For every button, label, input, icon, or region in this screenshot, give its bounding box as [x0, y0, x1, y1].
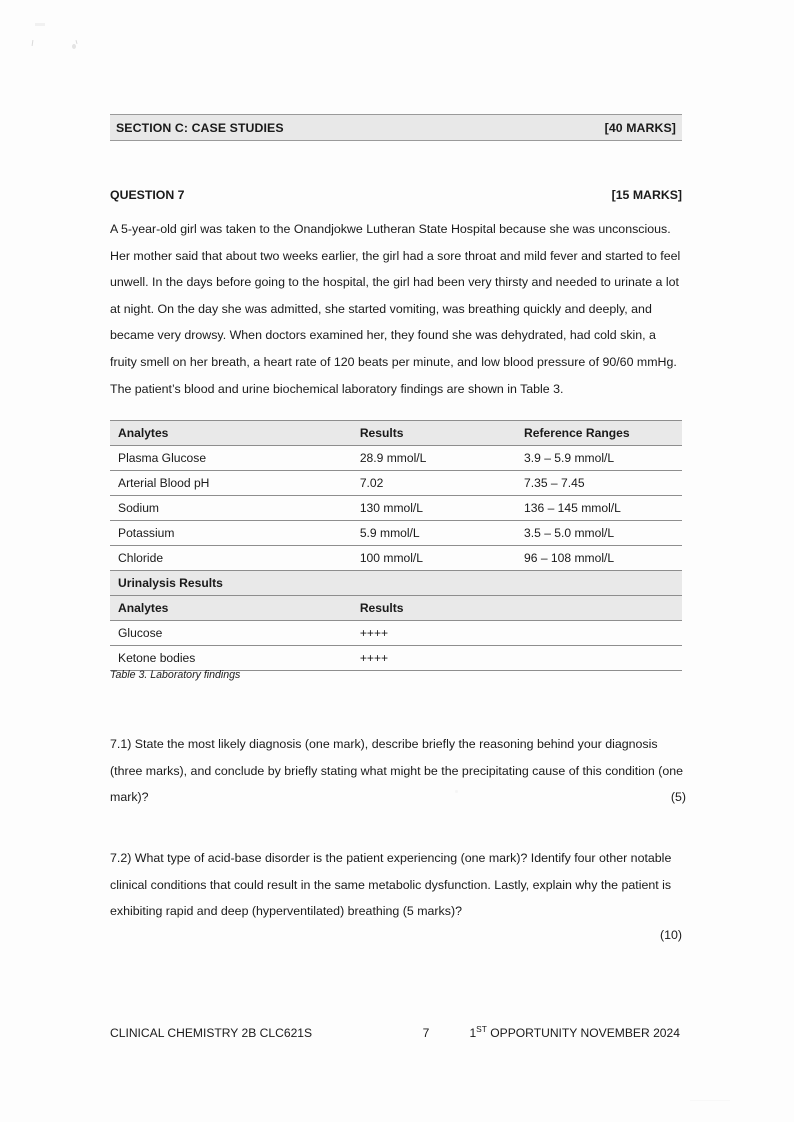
urinalysis-header-results: Results [352, 596, 516, 621]
scan-speckle-icon [35, 23, 45, 26]
cell-result: 100 mmol/L [352, 546, 516, 571]
page-footer [110, 1024, 682, 1040]
scan-artifact [690, 1100, 730, 1101]
table-header-row [110, 421, 682, 446]
urinalysis-header-row [110, 596, 682, 621]
section-title: SECTION C: CASE STUDIES [116, 120, 284, 135]
cell-result: ++++ [352, 621, 516, 646]
question-label: QUESTION 7 [110, 188, 185, 202]
table-header-results: Results [352, 421, 516, 446]
urinalysis-title-spacer [352, 571, 516, 596]
cell-result: ++++ [352, 646, 516, 671]
cell-reference: 3.9 – 5.9 mmol/L [516, 446, 682, 471]
question-7-1-text: 7.1) State the most likely diagnosis (one mark), describe briefly the reasoning behind your diagnosis (three marks), and conclude by briefly stating what might be the precipitating cause of this condition (one mark)? [110, 737, 684, 805]
question-header [110, 188, 682, 202]
cell-analyte: Arterial Blood pH [110, 471, 352, 496]
cell-result: 5.9 mmol/L [352, 521, 516, 546]
laboratory-findings-table [110, 420, 682, 671]
table-row [110, 621, 682, 646]
table-header-analytes: Analytes [110, 421, 352, 446]
footer-page-number: 7 [422, 1026, 430, 1041]
cell-reference: 96 – 108 mmol/L [516, 546, 682, 571]
question-7-2-text: 7.2) What type of acid-base disorder is the patient experiencing (one mark)? Identify four other notable clinical conditions that could result in the same metabolic dysfunction. Lastly, explain why the patient is exhibiting rapid and deep (hyperventilated) breathing (5 marks)? [110, 851, 672, 919]
footer-course-code: CLINICAL CHEMISTRY 2B CLC621S [110, 1026, 313, 1041]
question-7-1 [110, 731, 686, 811]
cell-reference: 136 – 145 mmol/L [516, 496, 682, 521]
table-caption: Table 3. Laboratory findings [110, 669, 241, 681]
scan-speckle-icon [72, 44, 76, 49]
table-row [110, 521, 682, 546]
urinalysis-title-spacer [516, 571, 682, 596]
cell-reference: 7.35 – 7.45 [516, 471, 682, 496]
scan-speckle-icon [75, 40, 77, 44]
footer-opportunity-text: OPPORTUNITY NOVEMBER 2024 [486, 1026, 680, 1041]
table-header-reference-ranges: Reference Ranges [516, 421, 682, 446]
table-row [110, 471, 682, 496]
cell-analyte: Potassium [110, 521, 352, 546]
footer-opportunity-ordinal: 1 [469, 1026, 477, 1041]
urinalysis-title: Urinalysis Results [110, 571, 352, 596]
cell-empty [516, 646, 682, 671]
urinalysis-header-empty [516, 596, 682, 621]
section-marks: [40 MARKS] [604, 120, 676, 135]
cell-analyte: Glucose [110, 621, 352, 646]
cell-reference: 3.5 – 5.0 mmol/L [516, 521, 682, 546]
footer-opportunity-suffix: ST [476, 1024, 487, 1034]
table-row [110, 546, 682, 571]
question-7-2 [110, 845, 686, 925]
urinalysis-header-analytes: Analytes [110, 596, 352, 621]
case-study-text: A 5-year-old girl was taken to the Onandjokwe Lutheran State Hospital because she was unconscious. Her mother said that about two weeks earlier, the girl had a sore throat and mild fever and started to feel unwell. In the days before going to the hospital, the girl had been very thirsty and needed to urinate a lot at night. On the day she was admitted, she started vomiting, was breathing quickly and deeply, and became very drowsy. When doctors examined her, they found she was dehydrated, had cold skin, a fruity smell on her breath, a heart rate of 120 beats per minute, and low blood pressure of 90/60 mmHg. The patient’s blood and urine biochemical laboratory findings are shown in Table 3. [110, 222, 681, 396]
footer-opportunity [456, 1024, 682, 1040]
table-row [110, 496, 682, 521]
section-header-bar [110, 114, 682, 141]
cell-analyte: Chloride [110, 546, 352, 571]
scan-speckle-icon [32, 40, 34, 46]
question-7-1-marks: (5) [670, 790, 686, 805]
cell-result: 28.9 mmol/L [352, 446, 516, 471]
table-row [110, 446, 682, 471]
table-row [110, 646, 682, 671]
cell-analyte: Plasma Glucose [110, 446, 352, 471]
question-7-2-marks: (10) [659, 928, 682, 942]
cell-result: 130 mmol/L [352, 496, 516, 521]
cell-analyte: Sodium [110, 496, 352, 521]
cell-result: 7.02 [352, 471, 516, 496]
question-marks: [15 MARKS] [611, 188, 682, 202]
urinalysis-section-row [110, 571, 682, 596]
cell-analyte: Ketone bodies [110, 646, 352, 671]
cell-empty [516, 621, 682, 646]
